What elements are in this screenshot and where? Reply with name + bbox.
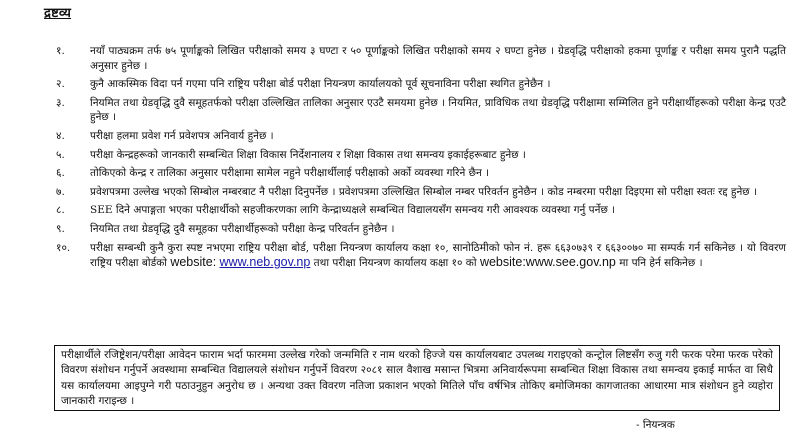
note-text: नयाँ पाठ्यक्रम तर्फ ७५ पूर्णाङ्कको लिखित परीक्षाको समय ३ घण्टा र ५० पूर्णाङ्कको लिखित परीक्षाको समय २ घण्टा हुनेछ । ग्रेडवृद्धि परीक्षाको हकमा पूर्णाङ्क र परीक्षा समय पुरानै पद्धति अनुसार हुनेछ । xyxy=(90,45,786,72)
note-number: ३. xyxy=(56,96,65,109)
note-item xyxy=(56,96,786,125)
note-number: ८. xyxy=(56,204,65,217)
note-text: परीक्षा सम्बन्धी कुनै कुरा स्पष्ट नभएमा राष्ट्रिय परीक्षा बोर्ड, परीक्षा नियन्त्रण कार्यालय कक्षा १०, सानोठिमीको फोन नं. हरू ६६३०७३९ र ६६३००७० मा सम्पर्क गर्न सकिनेछ । यो विवरण राष्ट्रिय परीक्षा बोर्डको xyxy=(90,241,786,270)
see-website-text: website:www.see.gov.np xyxy=(479,255,616,270)
note-text: नियमित तथा ग्रेडवृद्धि दुवै समूहतर्फको परीक्षा उल्लिखित तालिका अनुसार एउटै समयमा हुनेछ । नियमित, प्राविधिक तथा ग्रेडवृद्धि परीक्षामा सम्मिलित हुने परीक्षार्थीहरूको परीक्षा केन्द्र एउटै हुनेछ । xyxy=(90,96,786,124)
correction-notice-text: परीक्षार्थीले रजिष्ट्रेशन/परीक्षा आवेदन फाराम भर्दा फारममा उल्लेख गरेको जन्ममिति र नाम थरको हिज्जे यस कार्यालयबाट उपलब्ध गराइएको कन्ट्रोल लिष्टसँग रुजु गरी फरक परेमा फरक परेको विवरण संशोधन गर्नुपर्ने अवस्थामा सम्बन्धित विद्यालयले संशोधन गर्नुपर्ने विवरण २०८१ साल वैशाख मसान्त भित्रमा अनिवार्यरूपमा सम्बन्धित शिक्षा विकास तथा समन्वय इकाई मार्फत वा सिधै यस कार्यालयमा आइपुग्ने गरी पठाउनुहुन अनुरोध छ । अन्यथा उक्त विवरण नतिजा प्रकाशन भएको मितिले पाँच वर्षभित्र तोकिए बमोजिमका कागजातका आधारमा मात्र संशोधन हुने व्यहोरा जानकारी गराइन्छ । xyxy=(61,349,773,408)
note-item xyxy=(56,77,786,92)
note-item xyxy=(56,185,786,200)
note-number: ५. xyxy=(56,148,65,161)
note-text: परीक्षा केन्द्रहरूको जानकारी सम्बन्धित शिक्षा विकास निर्देशनालय र शिक्षा विकास तथा समन्वय इकाईहरूबाट हुनेछ । xyxy=(90,148,526,161)
note-text: कुनै आकस्मिक विदा पर्न गएमा पनि राष्ट्रिय परीक्षा बोर्ड परीक्षा नियन्त्रण कार्यालयको पूर्व सूचनाविना परीक्षा स्थगित हुनेछैन । xyxy=(90,78,551,91)
note-item xyxy=(56,222,786,237)
correction-notice-box xyxy=(54,345,780,411)
note-text: तोकिएको केन्द्र र तालिका अनुसार परीक्षामा सामेल नहुने परीक्षार्थीलाई परीक्षाको अर्को व्यवस्था गरिने छैन । xyxy=(90,167,490,180)
note-number: १०. xyxy=(56,241,71,254)
note-item xyxy=(56,203,786,218)
note-text: परीक्षा हलमा प्रवेश गर्न प्रवेशपत्र अनिवार्य हुनेछ । xyxy=(90,129,274,142)
note-item xyxy=(56,44,786,73)
note-number: ६. xyxy=(56,167,65,180)
note-text: प्रवेशपत्रमा उल्लेख भएको सिम्बोल नम्बरबाट नै परीक्षा दिनुपर्नेछ । प्रवेशपत्रमा उल्लिखित सिम्बोल नम्बर परिवर्तन हुनेछैन । कोड नम्बरमा परीक्षा दिइएमा सो परीक्षा स्वतः रद्द हुनेछ । xyxy=(90,185,757,198)
neb-website-link[interactable]: www.neb.gov.np xyxy=(219,255,311,270)
note-item-contact xyxy=(56,241,786,271)
notes-heading: द्रष्टव्य xyxy=(44,6,72,21)
signature-controller: - नियन्त्रक xyxy=(636,419,675,431)
note-number: ४. xyxy=(56,129,65,142)
note-text: नियमित तथा ग्रेडवृद्धि दुवै समूहका परीक्षार्थीहरूको परीक्षा केन्द्र परिवर्तन हुनेछैन । xyxy=(90,222,395,235)
notes-list xyxy=(56,44,786,275)
note-item xyxy=(56,166,786,181)
note-number: १. xyxy=(56,45,65,57)
note-number: ९. xyxy=(56,222,65,235)
note-text: तथा परीक्षा नियन्त्रण कार्यालय कक्षा १० को xyxy=(313,257,477,270)
website-label: website: xyxy=(170,255,217,270)
note-item xyxy=(56,148,786,163)
note-text: SEE दिने अपाङ्गता भएका परीक्षार्थीको सहजीकरणका लागि केन्द्राध्यक्षले सम्बन्धित विद्यालयसँग समन्वय गरी आवश्यक व्यवस्था गर्नु पर्नेछ । xyxy=(90,204,616,217)
note-item xyxy=(56,129,786,144)
note-number: ७. xyxy=(56,185,65,198)
note-text: मा पनि हेर्न सकिनेछ । xyxy=(619,257,703,270)
note-number: २. xyxy=(56,78,65,91)
